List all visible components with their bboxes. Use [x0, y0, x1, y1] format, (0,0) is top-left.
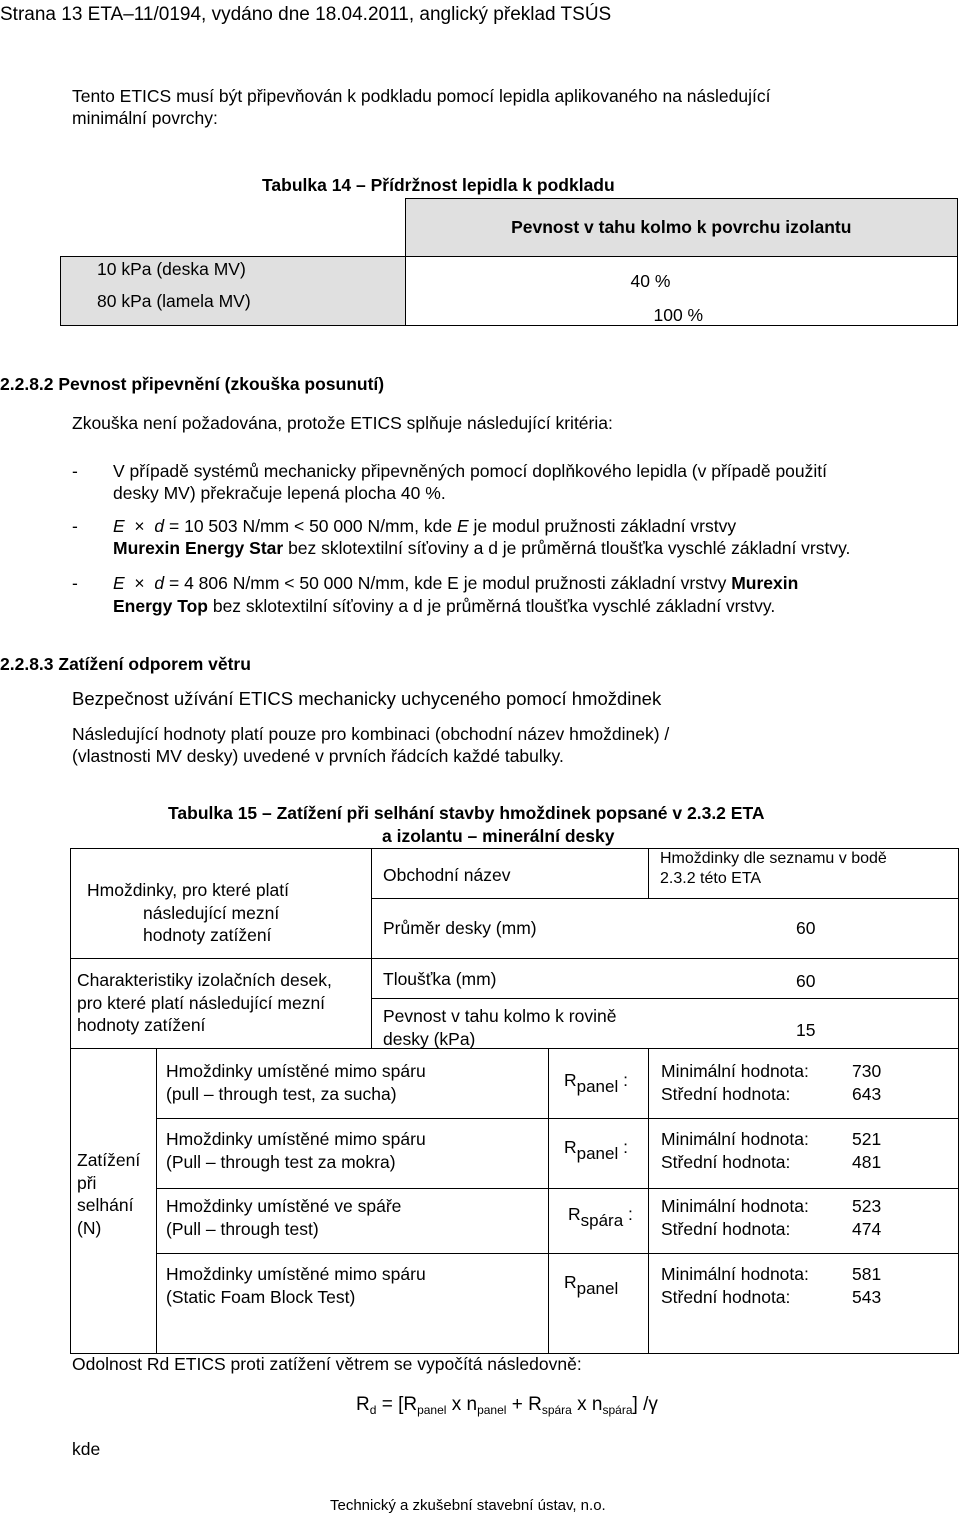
section-2282-heading-text: 2.2.8.2 Pevnost připevnění (zkouška posunutí): [0, 374, 385, 394]
table15-trade-value-1: Hmoždinky dle seznamu v bodě: [660, 850, 887, 867]
t15-row3-r: Rspára :: [568, 1204, 633, 1230]
bullet2-line2: Murexin Energy Star bez sklotextilní síťoviny a d je průměrná tloušťka vyschlé základní vrstvy.: [113, 538, 851, 558]
table15-thickness-value: 60: [796, 971, 816, 991]
intro-line-1: Tento ETICS musí být připevňován k podkladu pomocí lepidla aplikovaného na následující: [72, 86, 771, 106]
t15-row2-min-label: Minimální hodnota:: [661, 1129, 809, 1149]
t15-row1-mean-label: Střední hodnota:: [661, 1084, 791, 1104]
table14-row1-value: 40 %: [630, 271, 671, 291]
t15-row2-mean: 481: [852, 1152, 882, 1172]
table14-values: [405, 257, 958, 326]
table15-failure-label-2: při: [77, 1173, 97, 1193]
table15-r1-label-2: následující mezní: [143, 903, 280, 923]
section-2282-heading: [0, 374, 384, 395]
bullet2-line1: E × d = 10 503 N/mm < 50 000 N/mm, kde E je modul pružnosti základní vrstvy: [113, 516, 737, 536]
bullet3-line1: E × d = 4 806 N/mm < 50 000 N/mm, kde E je modul pružnosti základní vrstvy Murexin: [113, 573, 799, 593]
t15-row1-desc-2: (pull – through test, za sucha): [166, 1084, 397, 1104]
bullet-dash-3: -: [72, 573, 78, 593]
t15-row1-mean: 643: [852, 1084, 882, 1104]
table15-failure-label-3: selhání: [77, 1195, 134, 1215]
bullet3-line2: Energy Top bez sklotextilní síťoviny a d je průměrná tloušťka vyschlé základní vrstvy.: [113, 596, 776, 616]
table15-trade-value-2: 2.3.2 této ETA: [660, 870, 762, 887]
section-2283-subheading: Bezpečnost užívání ETICS mechanicky uchyceného pomocí hmoždinek: [72, 688, 662, 709]
t15-row1-desc-1: Hmoždinky umístěné mimo spáru: [166, 1061, 426, 1081]
section-2283-heading: 2.2.8.3 Zatížení odporem větru: [0, 654, 251, 674]
page-header: Strana 13 ETA–11/0194, vydáno dne 18.04.2011, anglický překlad TSÚS: [0, 4, 612, 25]
t15-row3-mean: 474: [852, 1219, 882, 1239]
t15-row1-min: 730: [852, 1061, 882, 1081]
formula-kde: kde: [72, 1439, 101, 1459]
t15-row1-r: Rpanel :: [564, 1070, 628, 1096]
t15-row4-min-label: Minimální hodnota:: [661, 1264, 809, 1284]
t15-row2-desc-1: Hmoždinky umístěné mimo spáru: [166, 1129, 426, 1149]
table15-title-1: Tabulka 15 – Zatížení při selhání stavby hmoždinek popsané v 2.3.2 ETA: [168, 803, 765, 823]
page-footer: Technický a zkušební stavební ústav, n.o.: [330, 1497, 606, 1514]
t15-row2-desc-2: (Pull – through test za mokra): [166, 1152, 396, 1172]
table14-row-labels: [61, 257, 406, 326]
t15-row1-min-label: Minimální hodnota:: [661, 1061, 809, 1081]
table15-r2-label-2: pro které platí následující mezní: [77, 993, 326, 1013]
t15-row3-desc-2: (Pull – through test): [166, 1219, 319, 1239]
bullet1-line2: desky MV) překračuje lepená plocha 40 %.: [113, 483, 446, 503]
t15-row3-desc-1: Hmoždinky umístěné ve spáře: [166, 1196, 402, 1216]
t15-row4-r: Rpanel: [564, 1272, 619, 1298]
bullet-dash-1: -: [72, 461, 78, 481]
table14-row2-value: 100 %: [653, 305, 704, 325]
bullet-dash-2: -: [72, 516, 78, 536]
t15-row2-mean-label: Střední hodnota:: [661, 1152, 791, 1172]
table15-thickness: Tloušťka (mm): [383, 969, 497, 989]
t15-row3-min-label: Minimální hodnota:: [661, 1196, 809, 1216]
table15-plate-diameter-value: 60: [796, 918, 816, 938]
table15-trade-name: Obchodní název: [383, 865, 511, 885]
formula-equation: $R_d = [R_{panel}$ x $n_{panel} + R_{spára}$ x $n_{spára}$] /γ: [356, 1394, 658, 1417]
table15-tensile-value: 15: [796, 1020, 816, 1040]
t15-row3-min: 523: [852, 1196, 882, 1216]
t15-row2-r: Rpanel :: [564, 1137, 628, 1163]
table15-failure-label-4: (N): [77, 1218, 102, 1238]
table14-row1-label: 10 kPa (deska MV): [97, 259, 246, 279]
intro-line-2: minimální povrchy:: [72, 108, 218, 128]
table15-plate-diameter: Průměr desky (mm): [383, 918, 537, 938]
table15-r2-label-1: Charakteristiky izolačních desek,: [77, 970, 332, 990]
formula-intro: Odolnost Rd ETICS proti zatížení větrem se vypočítá následovně:: [72, 1354, 582, 1374]
table15-tensile-1: Pevnost v tahu kolmo k rovině: [383, 1006, 617, 1026]
table14-row2-label: 80 kPa (lamela MV): [97, 291, 251, 311]
t15-row4-desc-1: Hmoždinky umístěné mimo spáru: [166, 1264, 426, 1284]
table14-col-header: Pevnost v tahu kolmo k povrchu izolantu: [405, 199, 958, 257]
t15-row4-mean-label: Střední hodnota:: [661, 1287, 791, 1307]
t15-row4-min: 581: [852, 1264, 882, 1284]
t15-row4-mean: 543: [852, 1287, 882, 1307]
table14-empty-cell: [61, 199, 406, 257]
bullet1-line1: V případě systémů mechanicky připevněných pomocí doplňkového lepidla (v případě použití: [113, 461, 828, 481]
section-2282-text: Zkouška není požadována, protože ETICS splňuje následující kritéria:: [72, 413, 613, 433]
table15: [70, 848, 958, 1353]
table15-title-2: a izolantu – minerální desky: [382, 826, 615, 846]
section-2283-text2: (vlastnosti MV desky) uvedené v prvních řádcích každé tabulky.: [72, 746, 564, 766]
table15-tensile-2: desky (kPa): [383, 1029, 476, 1049]
table15-failure-label-1: Zatížení: [77, 1150, 141, 1170]
t15-row4-desc-2: (Static Foam Block Test): [166, 1287, 356, 1307]
table15-r1-label-1: Hmoždinky, pro které platí: [87, 880, 289, 900]
table15-r1-label-3: hodnoty zatížení: [143, 925, 272, 945]
t15-row3-mean-label: Střední hodnota:: [661, 1219, 791, 1239]
table15-r2-label-3: hodnoty zatížení: [77, 1015, 206, 1035]
table14: [60, 198, 958, 326]
t15-row2-min: 521: [852, 1129, 882, 1149]
section-2283-text1: Následující hodnoty platí pouze pro kombinaci (obchodní název hmoždinek) /: [72, 724, 670, 744]
table14-title: Tabulka 14 – Přídržnost lepidla k podkladu: [262, 175, 615, 195]
